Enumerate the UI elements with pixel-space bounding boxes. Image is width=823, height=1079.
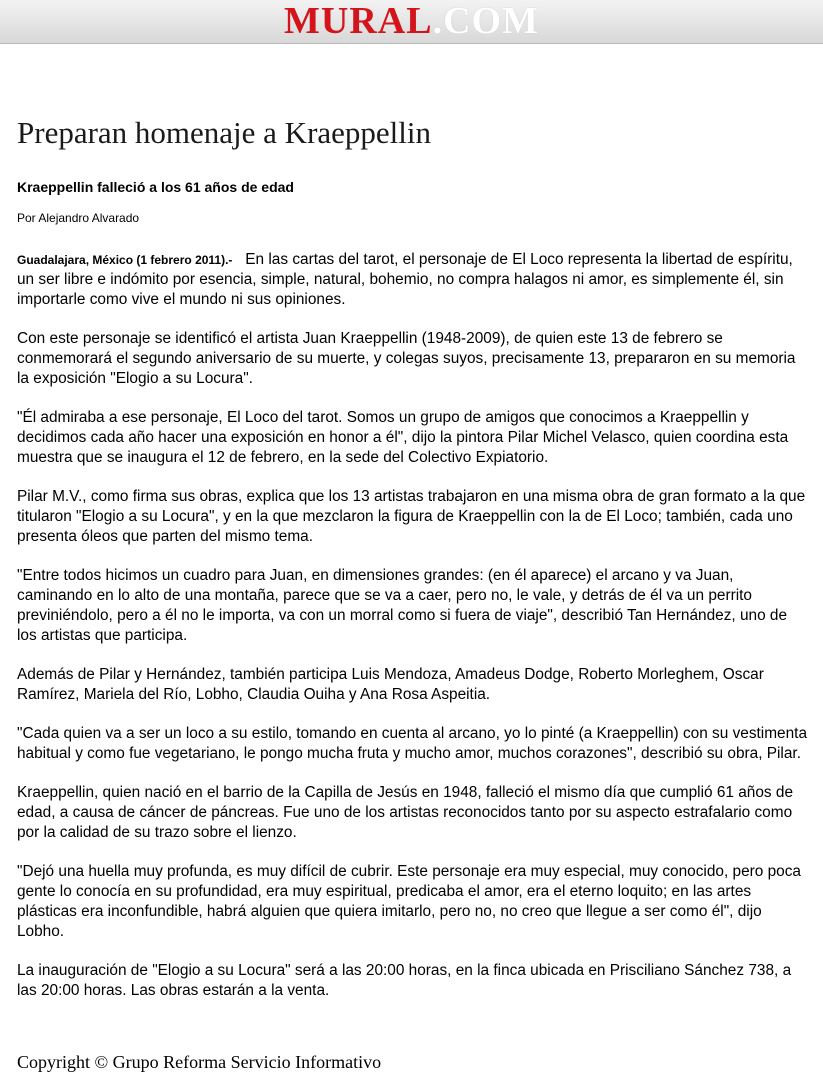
article-paragraph: "Dejó una huella muy profunda, es muy difícil de cubrir. Este personaje era muy especial, muy conocido, pero poca gente lo conocía en su profundidad, era muy espiritual, predicaba el amor, era el eterno loquito; en las artes plásticas era inconfundible, habrá alguien que quiera imitarlo, pero no, no creo que llegue a ser como él", dijo Lobho.: [17, 863, 801, 940]
dateline: Guadalajara, México (1 febrero 2011).-: [17, 253, 233, 267]
article-paragraph: Pilar M.V., como firma sus obras, explica que los 13 artistas trabajaron en una misma obra de gran formato a la que titularon "Elogio a su Locura", y en la que mezclaron la figura de Kraeppellin con la de El Loco; también, cada uno presenta óleos que parten del mismo tema.: [17, 488, 806, 545]
article-paragraph: Kraeppellin, quien nació en el barrio de la Capilla de Jesús en 1948, falleció el mismo día que cumplió 61 años de edad, a causa de cáncer de páncreas. Fue uno de los artistas reconocidos tanto por su aspecto estrafalario como por la calidad de su trazo sobre el lienzo.: [17, 784, 794, 841]
article-paragraph: La inauguración de "Elogio a su Locura" será a las 20:00 horas, en la finca ubicada en Prisciliano Sánchez 738, a las 20:00 horas. Las obras estarán a la venta.: [17, 962, 792, 999]
article-byline: Por Alejandro Alvarado: [17, 211, 140, 225]
paragraph-text: En las cartas del tarot, el personaje de El Loco representa la libertad de espíritu, un ser libre e indómito por esencia, simple, natural, bohemio, no compra halagos ni amor, es simplemente él, sin importarle como vive el mundo ni sus opiniones.: [17, 251, 793, 308]
article-title: Preparan homenaje a Kraeppellin: [17, 115, 432, 150]
copyright-notice: Copyright © Grupo Reforma Servicio Informativo: [17, 1052, 382, 1072]
article-paragraph: "Cada quien va a ser un loco a su estilo, tomando en cuenta al arcano, yo lo pinté (a Kraeppellin) con su vestimenta habitual y como fue vegetariano, le pongo mucha fruta y mucho amor, muchos corazones", describió su obra, Pilar.: [17, 725, 808, 762]
logo-suffix: .COM: [432, 0, 539, 42]
article-paragraph: "Él admiraba a ese personaje, El Loco del tarot. Somos un grupo de amigos que conocimos a Kraeppellin y decidimos cada año hacer una exposición en honor a él", dijo la pintora Pilar Michel Velasco, quien coordina esta muestra que se inaugura el 12 de febrero, en la sede del Colectivo Expiatorio.: [17, 409, 789, 466]
article-paragraph: [17, 250, 809, 310]
article-body: [17, 250, 809, 1020]
masthead-bar: [0, 0, 823, 44]
article-paragraph: Con este personaje se identificó el artista Juan Kraeppellin (1948-2009), de quien este 13 de febrero se conmemorará el segundo aniversario de su muerte, y colegas suyos, precisamente 13, prepararon en su memoria la exposición "Elogio a su Locura".: [17, 330, 796, 387]
article-subtitle: Kraeppellin falleció a los 61 años de edad: [17, 179, 294, 195]
article-paragraph: "Entre todos hicimos un cuadro para Juan, en dimensiones grandes: (en él aparece) el arcano y va Juan, caminando en lo alto de una montaña, parece que se va a caer, pero no, le vale, y detrás de él va un perrito previniéndolo, pero a él no le importa, va con un morral como si fuera de viaje", describió Tan Hernández, uno de los artistas que participa.: [17, 567, 788, 644]
mural-logo[interactable]: [0, 1, 823, 41]
logo-wordmark: MURAL: [284, 0, 433, 42]
article-paragraph: Además de Pilar y Hernández, también participa Luis Mendoza, Amadeus Dodge, Roberto Morleghem, Oscar Ramírez, Mariela del Río, Lobho, Claudia Ouiha y Ana Rosa Aspeitia.: [17, 666, 764, 703]
